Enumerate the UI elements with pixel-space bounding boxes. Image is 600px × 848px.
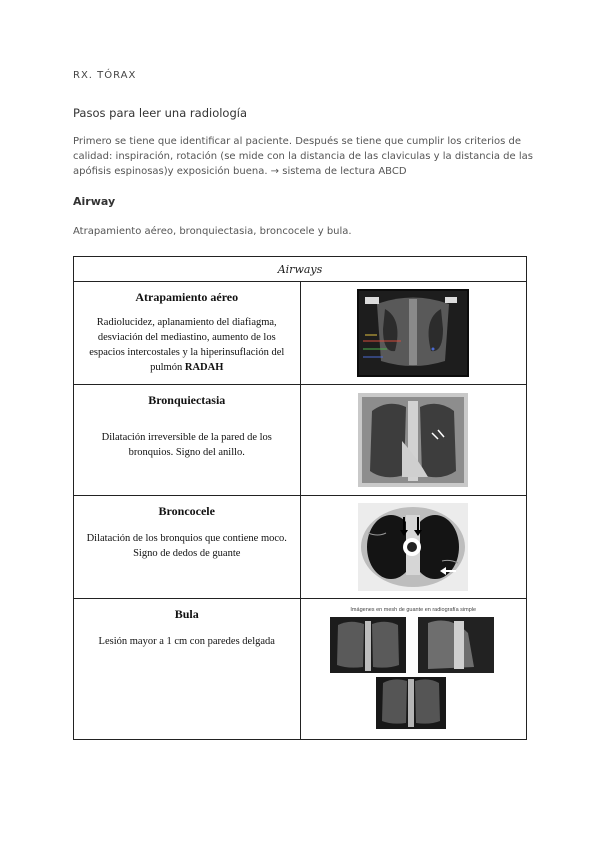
intro-paragraph: Primero se tiene que identificar al paciente. Después se tiene que cumplir los criterios de calidad: inspiración, rotación (se mide con la distancia de las claviculas y la distancia de las apófisis espinosas)y exposición buena. → sistema de lectura ABCD	[73, 136, 533, 177]
document-heading: RX. TÓRAX	[73, 70, 137, 81]
table-header: Airways	[74, 257, 527, 282]
term-cell	[74, 496, 301, 599]
table-row	[74, 282, 527, 385]
xray-image	[328, 615, 498, 731]
term-atrapamiento: Atrapamiento aéreo	[135, 290, 239, 304]
desc-bronquiectasia: Dilatación irreversible de la pared de los bronquios. Signo del anillo.	[101, 432, 272, 458]
image-caption: Imágenes en mesh de guante en radiografía simple	[350, 607, 477, 613]
term-cell	[74, 385, 301, 496]
term-bronquiectasia: Bronquiectasia	[148, 393, 226, 407]
table-row	[74, 599, 527, 740]
desc-broncocele: Dilatación de los bronquios que contiene moco. Signo de dedos de guante	[86, 533, 287, 559]
image-cell	[300, 599, 527, 740]
term-bula: Bula	[174, 607, 199, 621]
image-cell	[300, 282, 527, 385]
section-title: Pasos para leer una radiología	[73, 106, 248, 120]
image-cell	[300, 496, 527, 599]
xray-image	[358, 393, 468, 487]
ct-image	[358, 503, 468, 591]
xray-image	[357, 289, 469, 377]
desc-bula: Lesión mayor a 1 cm con paredes delgada	[98, 636, 275, 647]
term-broncocele: Broncocele	[158, 504, 215, 518]
table-row	[74, 496, 527, 599]
airway-summary: Atrapamiento aéreo, bronquiectasia, broncocele y bula.	[73, 226, 352, 237]
image-cell	[300, 385, 527, 496]
term-cell	[74, 282, 301, 385]
airway-heading: Airway	[73, 195, 116, 208]
desc-atrapamiento: Radiolucidez, aplanamiento del diafiagma, desviación del mediastino, aumento de los espacios intercostales y la hiperinsuflación del pulmón RADAH	[89, 317, 285, 373]
term-cell	[74, 599, 301, 740]
table-row	[74, 385, 527, 496]
airways-table	[73, 256, 527, 740]
